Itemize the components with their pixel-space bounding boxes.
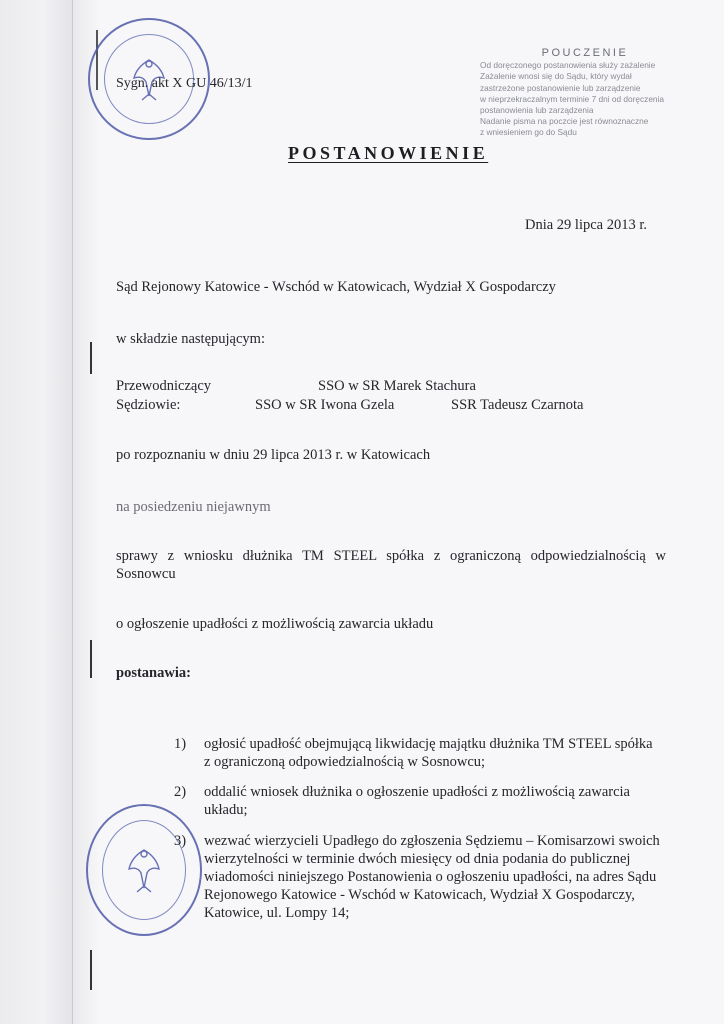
session-line: na posiedzeniu niejawnym (116, 499, 271, 515)
ruling-item-number: 1) (174, 736, 187, 752)
chair-label: Przewodniczący (116, 378, 212, 394)
margin-mark (90, 950, 92, 990)
ruling-item-line: oddalić wniosek dłużnika o ogłoszenie upadłości z możliwością zawarcia (204, 784, 630, 800)
court-name: Sąd Rejonowy Katowice - Wschód w Katowicach, Wydział X Gospodarczy (116, 279, 556, 295)
review-line: po rozpoznaniu w dniu 29 lipca 2013 r. w Katowicach (116, 447, 431, 463)
ruling-item-line: Katowice, ul. Lompy 14; (204, 905, 350, 921)
court-seal-bottom (86, 804, 202, 936)
instruction-line: zastrzeżone postanowienie lub zarządzenie (480, 82, 641, 93)
margin-mark (90, 640, 92, 678)
judges-label: Sędziowie: (116, 397, 181, 413)
instruction-line: Zażalenie wnosi się do Sądu, który wydał (480, 71, 632, 82)
case-reference: Sygn. akt X GU 46/13/1 (116, 76, 253, 91)
subject-line: o ogłoszenie upadłości z możliwością zawarcia układu (116, 616, 434, 632)
eagle-emblem-icon (88, 806, 200, 934)
instruction-title: POUCZENIE (541, 47, 629, 59)
instruction-line: w nieprzekraczalnym terminie 7 dni od doręczenia (480, 93, 665, 104)
margin-mark (90, 342, 92, 374)
decides-heading: postanawia: (116, 665, 191, 681)
ruling-item-number: 3) (174, 833, 187, 849)
judge-name: SSR Tadeusz Czarnota (451, 397, 584, 413)
instruction-line: postanowienia lub zarządzenia (480, 105, 594, 116)
case-line: sprawy z wniosku dłużnika TM STEEL spółka z ograniczoną odpowiedzialnością w (116, 548, 666, 564)
ruling-item-number: 2) (174, 784, 187, 800)
ruling-item-line: Rejonowego Katowice - Wschód w Katowicach, Wydział X Gospodarczy, (204, 887, 635, 903)
ruling-item-line: ogłosić upadłość obejmującą likwidację majątku dłużnika TM STEEL spółka (204, 736, 653, 752)
document-date: Dnia 29 lipca 2013 r. (525, 217, 648, 233)
document-title: POSTANOWIENIE (288, 143, 489, 163)
binding-strip (0, 0, 73, 1024)
judge-name: SSO w SR Iwona Gzela (255, 397, 395, 413)
instruction-stamp (480, 48, 690, 139)
case-line: Sosnowcu (116, 566, 176, 582)
chair-name: SSO w SR Marek Stachura (318, 378, 476, 394)
composition-label: w składzie następującym: (116, 331, 265, 347)
ruling-item-line: układu; (204, 802, 248, 818)
instruction-line: Nadanie pisma na poczcie jest równoznaczne (480, 116, 649, 127)
ruling-item-line: wiadomości niniejszego Postanowienia o ogłoszeniu upadłości, na adres Sądu (204, 869, 657, 885)
instruction-line: z wniesieniem go do Sądu (480, 127, 577, 138)
ruling-item-line: wezwać wierzycieli Upadłego do zgłoszenia Sędziemu – Komisarzowi swoich (204, 833, 660, 849)
ruling-item-line: wierzytelności w terminie dwóch miesięcy od dnia podania do publicznej (204, 851, 631, 867)
ruling-item-line: z ograniczoną odpowiedzialnością w Sosnowcu; (204, 754, 486, 770)
instruction-line: Od doręczonego postanowienia służy zażalenie (480, 60, 656, 71)
